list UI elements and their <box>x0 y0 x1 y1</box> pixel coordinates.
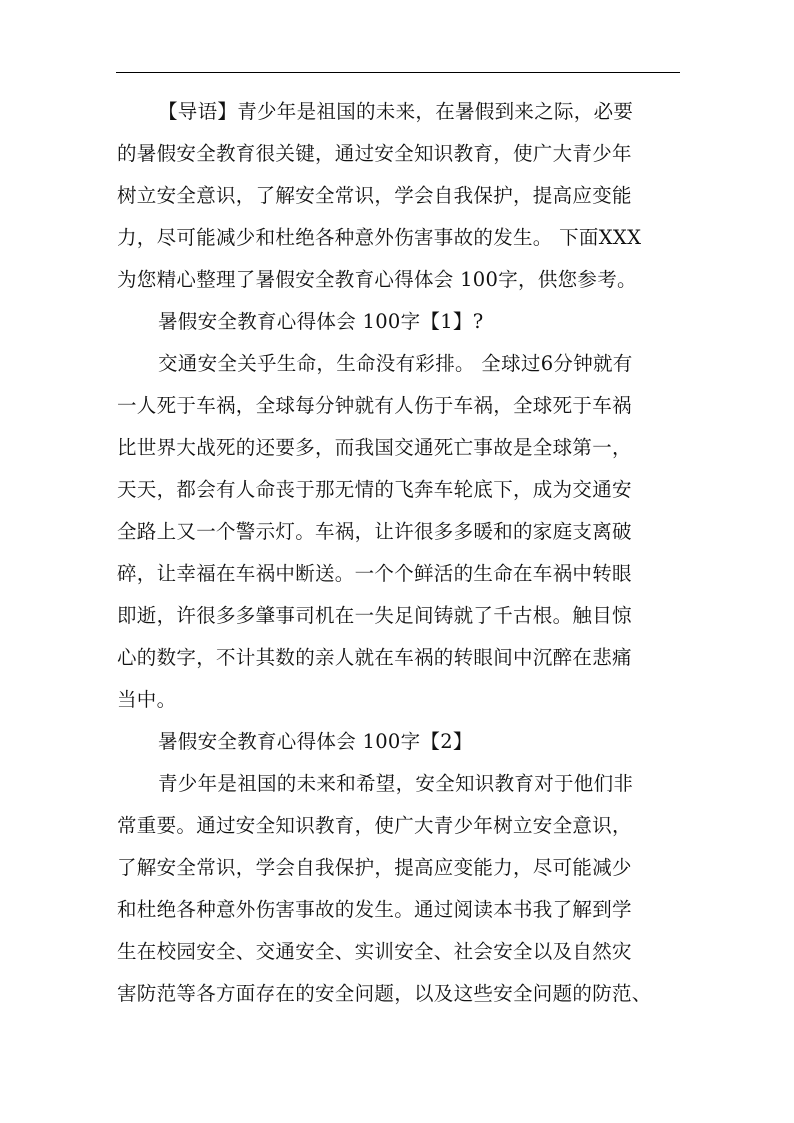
intro-line-5: 为您精心整理了暑假安全教育心得体会 100字，供您参考。 <box>117 268 637 291</box>
document-body <box>117 91 677 1015</box>
section-2-line-4: 和杜绝各种意外伤害事故的发生。通过阅读本书我了解到学 <box>117 898 632 921</box>
header-rule <box>116 72 680 73</box>
section-2-line-3: 了解安全常识，学会自我保护，提高应变能力，尽可能减少 <box>117 856 632 879</box>
section-2-line-5: 生在校园安全、交通安全、实训安全、社会安全以及自然灾 <box>117 940 632 963</box>
section-1-line-1: 交通安全关乎生命，生命没有彩排。 全球过6分钟就有 <box>158 352 633 375</box>
section-1-line-6: 碎，让幸福在车祸中断送。一个个鲜活的生命在车祸中转眼 <box>117 562 632 585</box>
intro-line-3: 树立安全意识，了解安全常识，学会自我保护，提高应变能 <box>117 184 632 207</box>
section-1-line-5: 全路上又一个警示灯。车祸，让许很多多暖和的家庭支离破 <box>117 520 632 543</box>
section-2-line-6: 害防范等各方面存在的安全问题，以及这些安全问题的防范、 <box>117 982 652 1005</box>
section-2-line-2: 常重要。通过安全知识教育，使广大青少年树立安全意识， <box>117 814 632 837</box>
section-1-line-4: 天天，都会有人命丧于那无情的飞奔车轮底下，成为交通安 <box>117 478 632 501</box>
intro-line-4: 力，尽可能减少和杜绝各种意外伤害事故的发生。 下面XXX <box>117 226 642 249</box>
section-2-heading: 暑假安全教育心得体会 100字【2】 <box>158 730 473 753</box>
section-1-line-7: 即逝，许很多多肇事司机在一失足间铸就了千古根。触目惊 <box>117 604 632 627</box>
intro-line-2: 的暑假安全教育很关键，通过安全知识教育，使广大青少年 <box>117 142 632 165</box>
section-2-line-1: 青少年是祖国的未来和希望，安全知识教育对于他们非 <box>158 772 634 795</box>
section-1-line-9: 当中。 <box>117 688 177 711</box>
section-1-heading: 暑假安全教育心得体会 100字【1】? <box>158 310 484 333</box>
section-1-line-2: 一人死于车祸，全球每分钟就有人伤于车祸，全球死于车祸 <box>117 394 632 417</box>
section-1-line-8: 心的数字，不计其数的亲人就在车祸的转眼间中沉醉在悲痛 <box>117 646 632 669</box>
intro-line-1: 【导语】青少年是祖国的未来，在暑假到来之际，必要 <box>158 100 634 123</box>
section-1-line-3: 比世界大战死的还要多，而我国交通死亡事故是全球第一， <box>117 436 632 459</box>
